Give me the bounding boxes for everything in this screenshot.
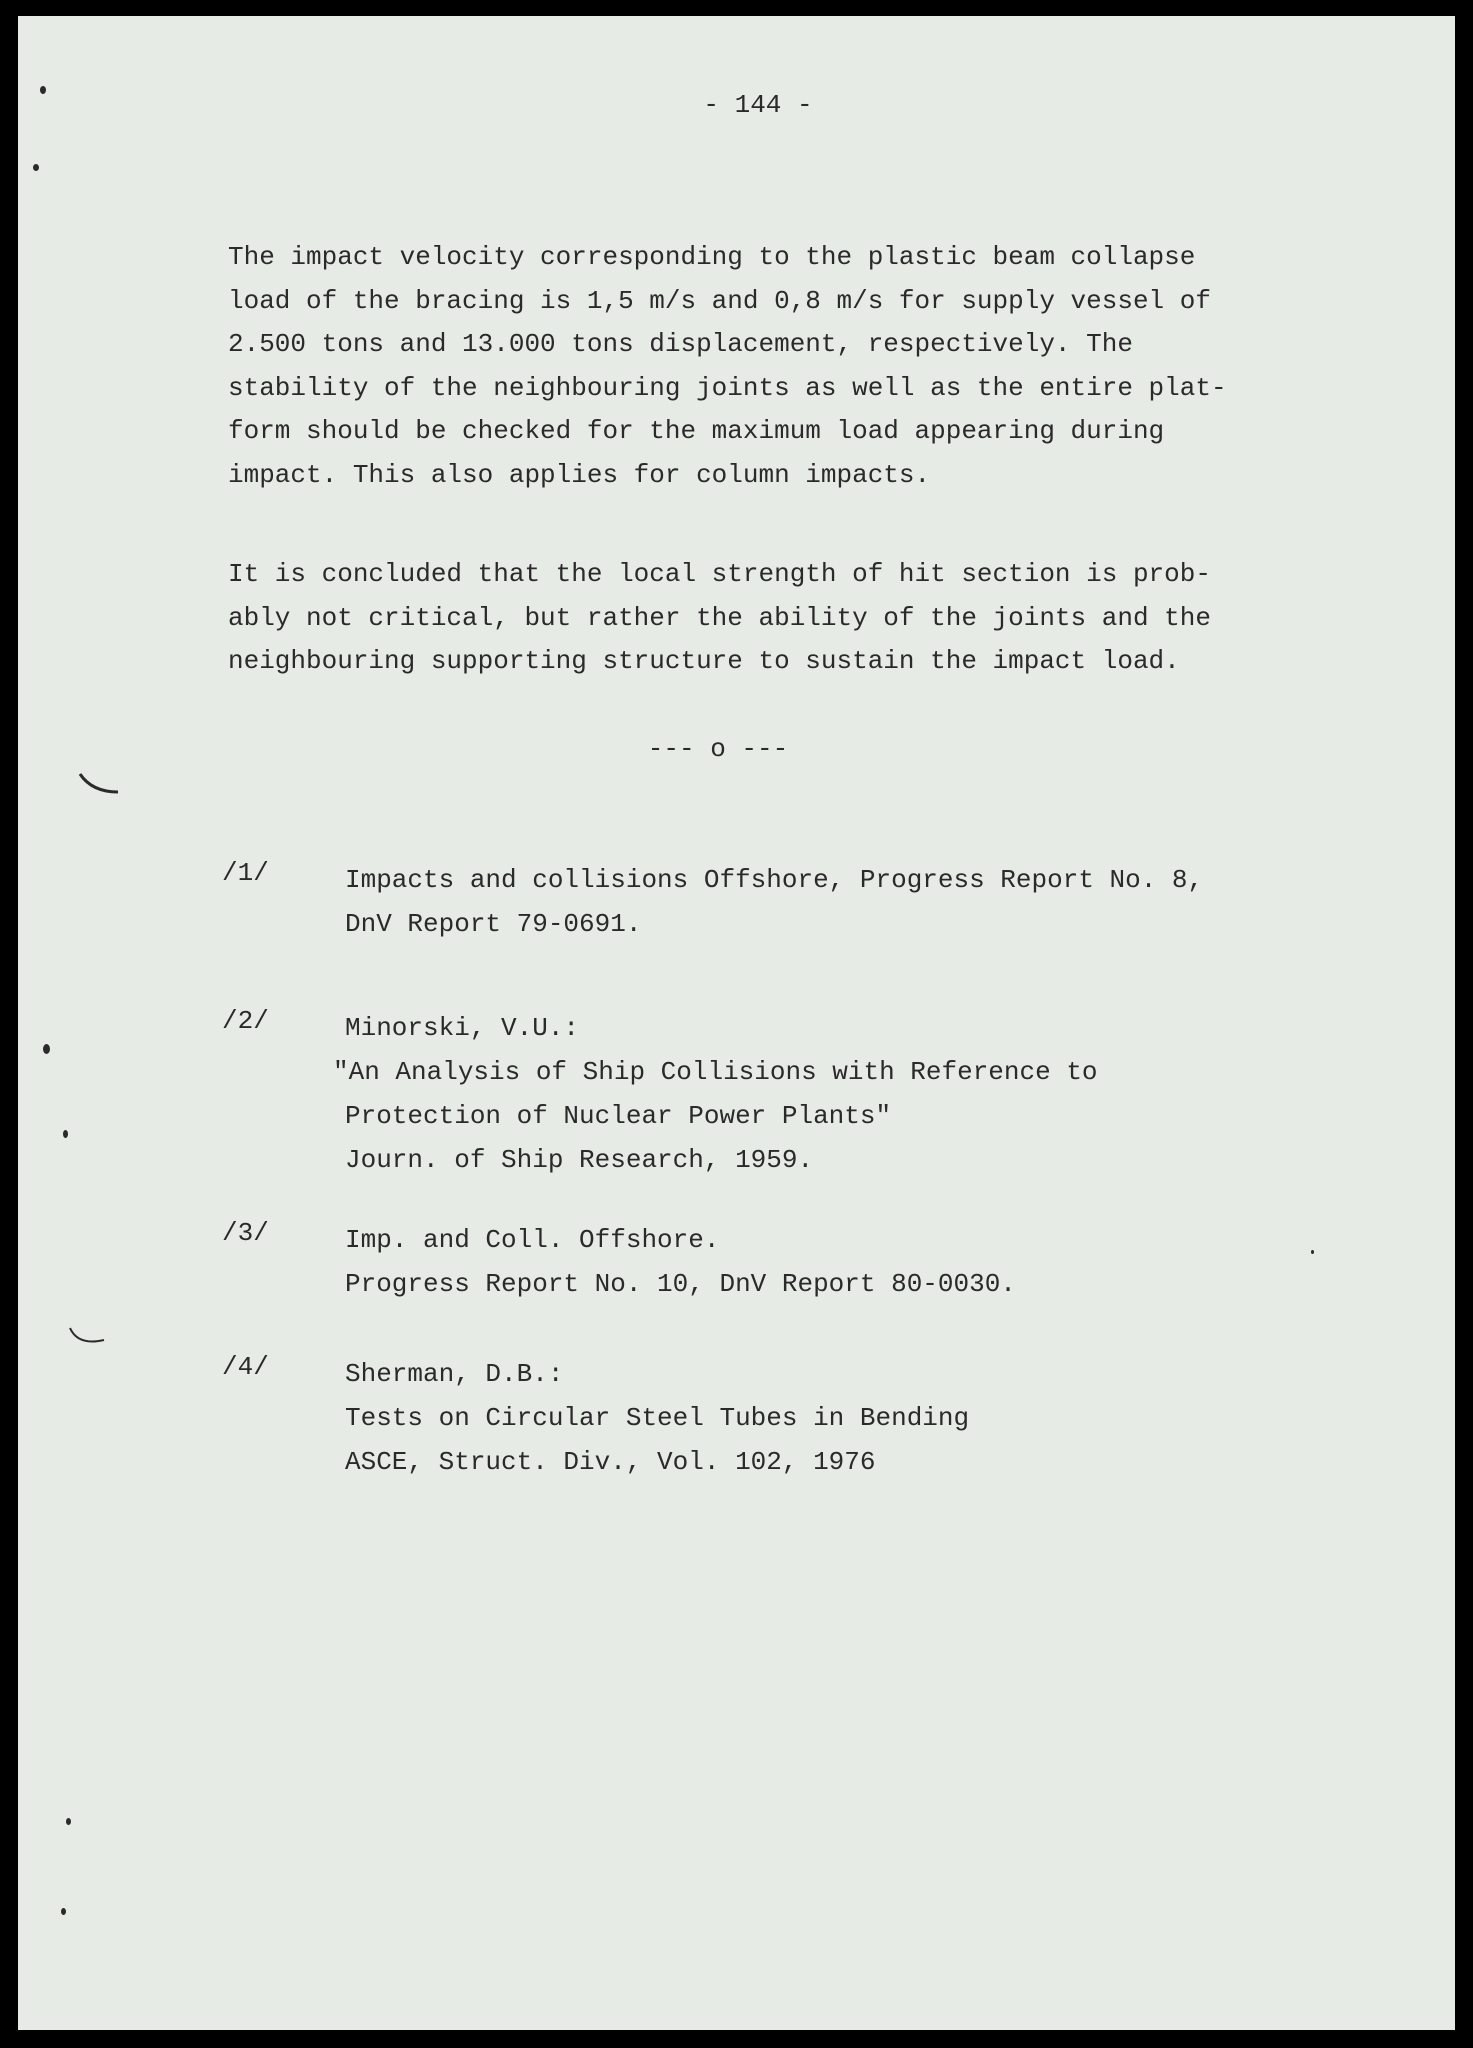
paragraph-line: load of the bracing is 1,5 m/s and 0,8 m/s for supply vessel of	[228, 285, 1211, 316]
reference-line: Minorski, V.U.:	[345, 1013, 580, 1043]
reference-text	[333, 1006, 1098, 1182]
reference-line: Tests on Circular Steel Tubes in Bending	[345, 1403, 970, 1433]
paragraph-line: The impact velocity corresponding to the plastic beam collapse	[228, 242, 1196, 272]
reference-line: Imp. and Coll. Offshore.	[345, 1225, 720, 1255]
reference-line: Protection of Nuclear Power Plants"	[345, 1101, 892, 1131]
reference-text	[345, 858, 1203, 946]
reference-text	[345, 1352, 969, 1484]
scan-mark	[66, 1322, 116, 1362]
reference-line: "An Analysis of Ship Collisions with Reference to	[333, 1057, 1098, 1087]
paragraph-line: neighbouring supporting structure to sustain the impact load.	[228, 646, 1180, 677]
page-number: - 144 -	[703, 90, 813, 120]
reference-text	[345, 1218, 1016, 1306]
reference-line: Sherman, D.B.:	[345, 1359, 564, 1389]
document-page	[18, 16, 1455, 2030]
paragraph-line: It is concluded that the local strength of hit section is prob-	[228, 559, 1211, 589]
reference-line: Progress Report No. 10, DnV Report 80-0030.	[345, 1269, 1016, 1299]
reference-number: /3/	[222, 1218, 269, 1248]
reference-line: Impacts and collisions Offshore, Progress Report No. 8,	[345, 865, 1204, 895]
paragraph-impact-velocity	[228, 236, 1368, 498]
scan-mark	[76, 768, 126, 808]
paragraph-line: form should be checked for the maximum load appearing during	[228, 416, 1165, 447]
reference-line: DnV Report 79-0691.	[345, 909, 642, 939]
paragraph-line: impact. This also applies for column impacts.	[228, 459, 931, 490]
scan-speck	[1311, 1250, 1314, 1254]
reference-number: /4/	[222, 1352, 269, 1382]
reference-line: ASCE, Struct. Div., Vol. 102, 1976	[345, 1447, 876, 1477]
paragraph-line: ably not critical, but rather the ability of the joints and the	[228, 602, 1211, 633]
scan-speck	[61, 1908, 66, 1915]
paragraph-line: stability of the neighbouring joints as well as the entire plat-	[228, 372, 1227, 403]
scan-speck	[63, 1130, 68, 1138]
scan-speck	[43, 1044, 50, 1054]
section-separator: --- o ---	[647, 734, 789, 764]
paragraph-line: 2.500 tons and 13.000 tons displacement, respectively. The	[228, 329, 1133, 360]
reference-line: Journ. of Ship Research, 1959.	[345, 1145, 814, 1175]
scan-speck	[33, 164, 39, 171]
paragraph-conclusion	[228, 553, 1368, 684]
reference-number: /2/	[222, 1006, 269, 1036]
scan-speck	[66, 1818, 71, 1825]
scan-speck	[40, 86, 46, 94]
reference-number: /1/	[222, 858, 269, 888]
